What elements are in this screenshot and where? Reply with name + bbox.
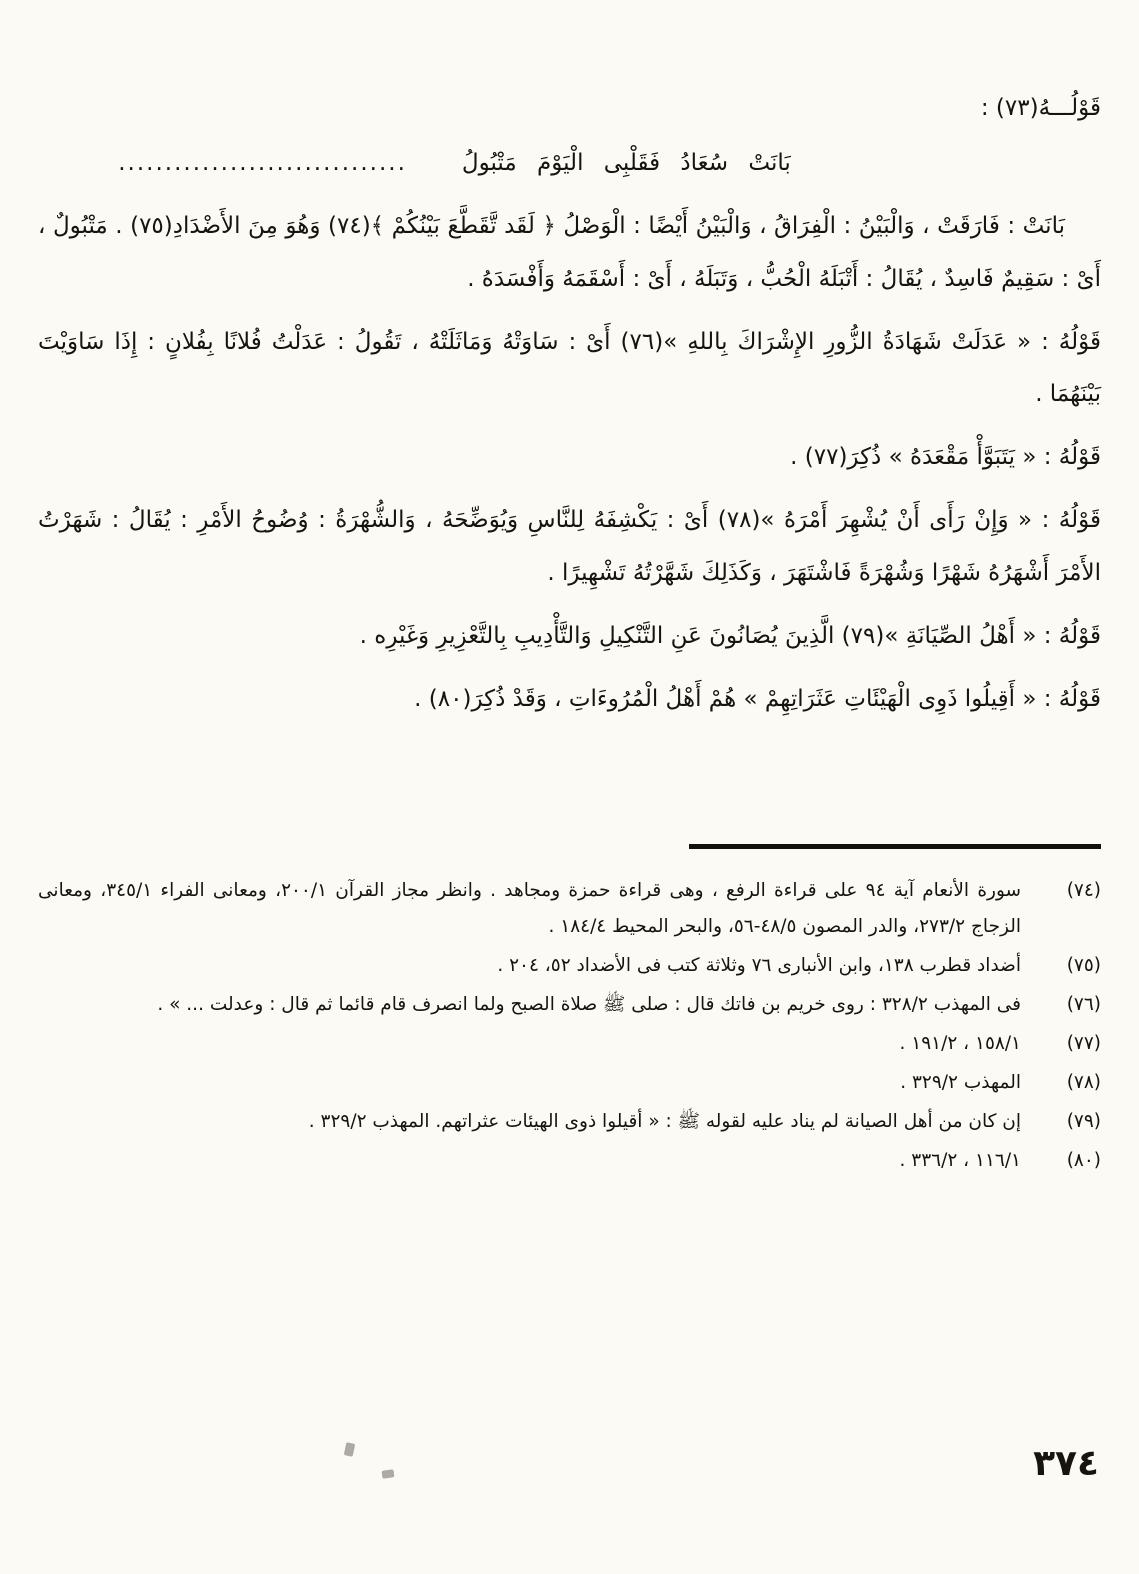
footnote-text: إن كان من أهل الصيانة لم يناد عليه لقوله ﷺ : « أقيلوا ذوى الهيئات عثراتهم. المهذب ٣٢٩/٢ . bbox=[308, 1111, 1021, 1133]
footnote-item bbox=[38, 873, 1101, 945]
commentary-paragraph: قَوْلُهُ : « يَتَبَوَّأْ مَقْعَدَهُ » ذُكِرَ(٧٧) . bbox=[790, 444, 1101, 471]
footnote-item bbox=[38, 1065, 1101, 1101]
footnote-number: (٨٠) bbox=[1066, 1150, 1101, 1172]
commentary-paragraph: قَوْلُهُ : « عَدَلَتْ شَهَادَةُ الزُّورِ الإِشْرَاكَ بِاللهِ »(٧٦) أَىْ : سَاوَتْهُ وَمَاثَلَتْهُ ، تَقُولُ : عَدَلْتُ فُلانًا بِفُلانٍ : إِذَا سَاوَيْتَ بَيْنَهُمَا . bbox=[38, 328, 1101, 408]
scan-artifact bbox=[344, 1442, 356, 1457]
page-number: ٣٧٤ bbox=[1033, 1443, 1099, 1484]
footnote-number: (٧٥) bbox=[1066, 954, 1101, 976]
footnote-item bbox=[38, 1104, 1101, 1140]
footnotes-section bbox=[38, 873, 1101, 1180]
footnote-text: أضداد قطرب ١٣٨، وابن الأنبارى ٧٦ وثلاثة كتب فى الأضداد ٥٢، ٢٠٤ . bbox=[497, 954, 1021, 976]
footnote-number: (٧٧) bbox=[1066, 1033, 1101, 1055]
footnote-text: سورة الأنعام آية ٩٤ على قراءة الرفع ، وهى قراءة حمزة ومجاهد . وانظر مجاز القرآن ٢٠٠/١، ومعانى الفراء ٣٤٥/١، ومعانى الزجاج ٢٧٣/٢، والدر المصون ٤٨/٥-٥٦، والبحر المحيط ١٨٤/٤ . bbox=[38, 879, 1021, 937]
verse-ellipsis: ............................... bbox=[118, 149, 407, 176]
footnote-number: (٧٩) bbox=[1066, 1111, 1101, 1133]
section-heading: قَوْلُـــهُ(٧٣) : bbox=[980, 95, 1101, 121]
footnote-item bbox=[38, 1143, 1101, 1179]
footnote-item bbox=[38, 948, 1101, 984]
footnote-text: ١٥٨/١ ، ١٩١/٢ . bbox=[899, 1033, 1021, 1055]
commentary-paragraph: قَوْلُهُ : « أَهْلُ الصِّيَانَةِ »(٧٩) الَّذِينَ يُصَانُونَ عَنِ التَّنْكِيلِ وَالتَّأْدِيبِ بِالتَّعْزِيرِ وَغَيْرِه . bbox=[359, 623, 1101, 650]
commentary-paragraph: بَانَتْ : فَارَقَتْ ، وَالْبَيْنُ : الْفِرَاقُ ، وَالْبَيْنُ أَيْضًا : الْوَصْلُ ﴿ لَقَد تَّقَطَّعَ بَيْنُكُمْ ﴾(٧٤) وَهُوَ مِنَ الأَضْدَادِ(٧٥) . مَتْبُولٌ ، أَىْ : سَقِيمٌ فَاسِدٌ ، يُقَالُ : أَتْبَلَهُ الْحُبُّ ، وَتَبَلَهُ ، أَىْ : أَسْقَمَهُ وَأَفْسَدَهُ . bbox=[38, 212, 1101, 292]
commentary-paragraph: قَوْلُهُ : « أَقِيلُوا ذَوِى الْهَيْئَاتِ عَثَرَاتِهِمْ » هُمْ أَهْلُ الْمُرُوءَاتِ ، وَقَدْ ذُكِرَ(٨٠) . bbox=[414, 685, 1101, 712]
commentary-paragraph: قَوْلُهُ : « وَإِنْ رَأَى أَنْ يُشْهِرَ أَمْرَهُ »(٧٨) أَىْ : يَكْشِفَهُ لِلنَّاسِ وَيُوَضِّحَهُ ، وَالشُّهْرَةُ : وُضُوحُ الأَمْرِ : يُقَالُ : شَهَرْتُ الأَمْرَ أَشْهَرُهُ شَهْرًا وَشُهْرَةً فَاشْتَهَرَ ، وَكَذَلِكَ شَهَّرْتُهُ تَشْهِيرًا . bbox=[38, 507, 1101, 587]
footnote-item bbox=[38, 987, 1101, 1023]
footnote-number: (٧٦) bbox=[1066, 993, 1101, 1015]
verse-line bbox=[0, 137, 986, 190]
footnote-number: (٧٤) bbox=[1066, 879, 1101, 901]
main-text bbox=[38, 82, 1101, 726]
verse-hemistich: بَانَتْ سُعَادُ فَقَلْبِى الْيَوْمَ مَتْبُولُ bbox=[461, 149, 791, 176]
footnote-item bbox=[38, 1026, 1101, 1062]
scan-artifact bbox=[382, 1469, 395, 1479]
footnote-number: (٧٨) bbox=[1066, 1072, 1101, 1094]
footnote-text: المهذب ٣٢٩/٢ . bbox=[900, 1072, 1021, 1094]
footnote-text: ١١٦/١ ، ٣٣٦/٢ . bbox=[899, 1150, 1021, 1172]
footnote-separator bbox=[689, 844, 1101, 849]
footnote-text: فى المهذب ٣٢٨/٢ : روى خريم بن فاتك قال : صلى ﷺ صلاة الصبح ولما انصرف قام قائما ثم قال : وعدلت ... » . bbox=[157, 993, 1021, 1015]
